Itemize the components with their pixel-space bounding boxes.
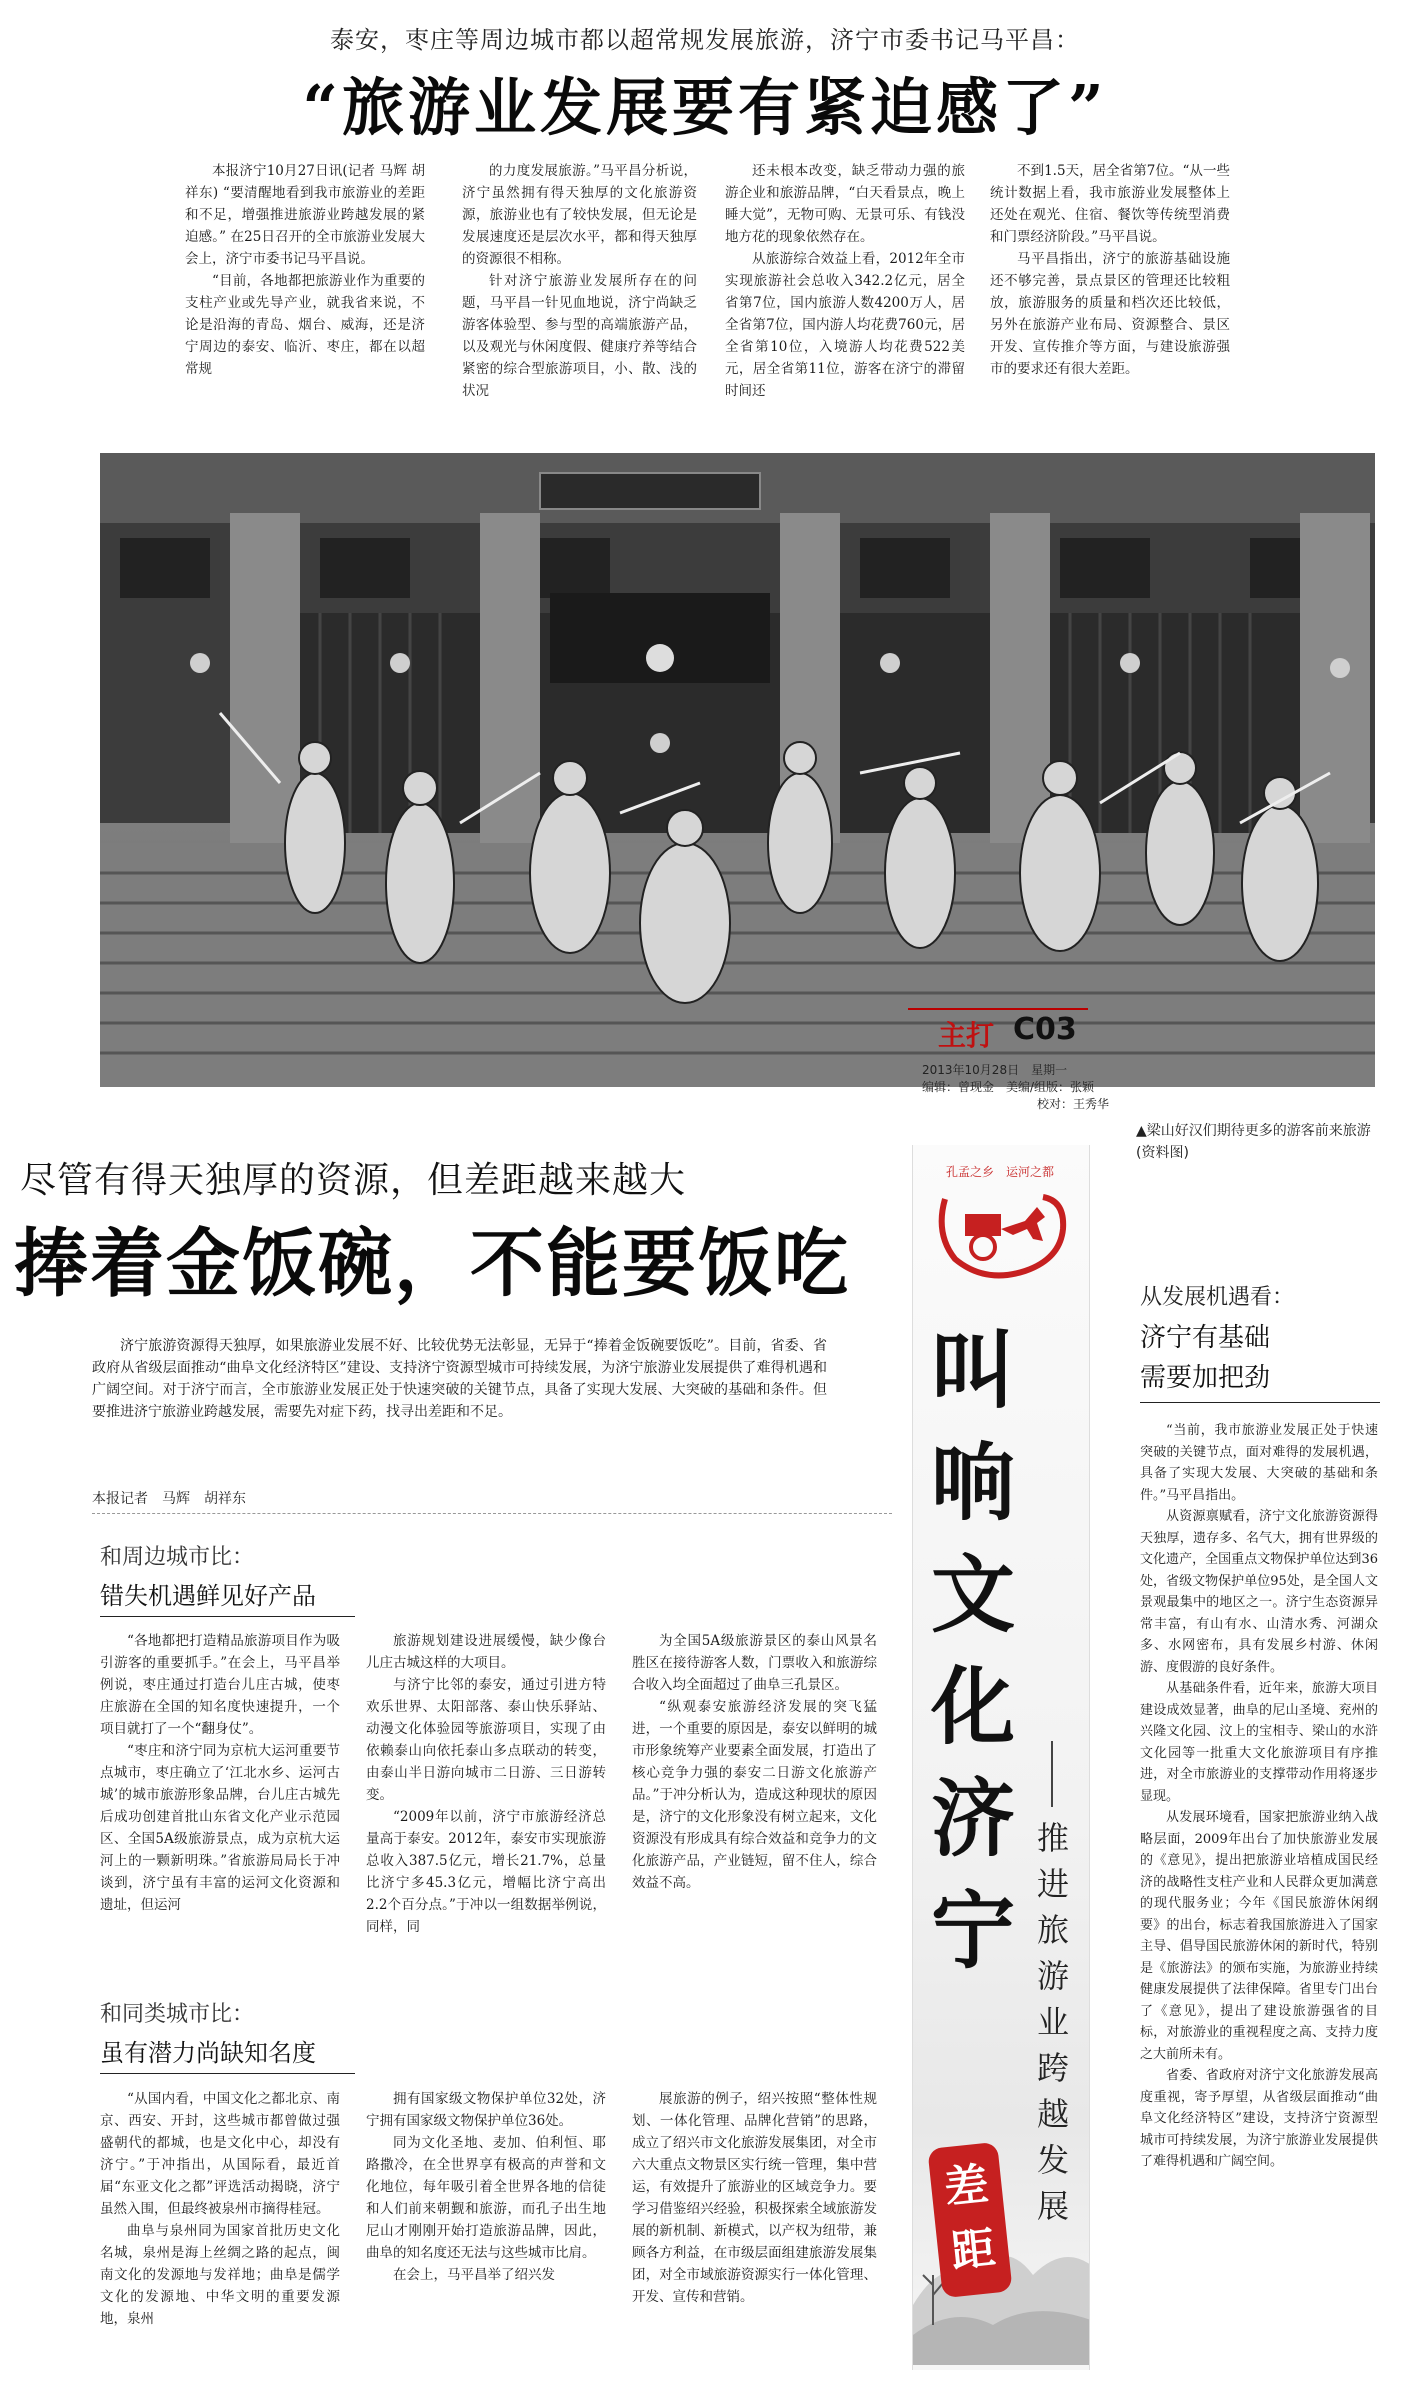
paragraph: 从发展环境看，国家把旅游业纳入战略层面，2009年出台了加快旅游业发展的《意见》，提出把旅游业培植成国民经济的战略性支柱产业和人民群众更加满意的现代服务业；今年《国民旅游休闲纲要》的出台，标志着我国旅游进入了国家主导、倡导国民旅游休闲的新时代，特别是《旅游法》的颁布实施，为旅游业持续健康发展提供了法律保障。省里专门出台了《意见》，提出了建设旅游强省的目标，对旅游业的重视程度之高、支持力度之大前所未有。 [1140,1810,1378,2062]
paragraph: 从基础条件看，近年来，旅游大项目建设成效显著，曲阜的尼山圣境、兖州的兴隆文化园、汶上的宝相寺、梁山的水浒文化园等一批重大文化旅游项目有序推进，对全市旅游业的支撑带动作用将逐步显现。 [1140,1681,1378,1804]
subtitle-char: 跨 [1036,2049,1069,2087]
seal-char: 差 [941,2159,992,2215]
paragraph: 马平昌指出，济宁的旅游基础设施还不够完善，景点景区的管理还比较粗放，旅游服务的质量和档次还比较低，另外在旅游产业布局、资源整合、景区开发、宣传推介等方面，与建设旅游强市的要求还有很大差距。 [990,251,1230,377]
page-tag [908,1008,1088,1060]
subtitle-char: 游 [1036,1957,1069,1995]
right-body [1140,1420,1378,2370]
section2-kicker: 和同类城市比： [100,2002,255,2027]
title-line: 需要加把劲 [1140,1363,1271,1393]
lead-paragraph [92,1335,827,1423]
paragraph: 本报济宁10月27日讯(记者 马辉 胡祥东) “要清醒地看到我市旅游业的差距和不足，增强推进旅游业跨越发展的紧迫感。” 在25日召开的全市旅游业发展大会上，济宁市委书记马平昌说。 [185,163,425,267]
divider [1051,1741,1053,1807]
subtitle-char: 推 [1036,1819,1069,1857]
right-title [1140,1318,1380,1398]
top-kicker: 泰安，枣庄等周边城市都以超常规发展旅游，济宁市委书记马平昌： [330,26,1080,54]
paragraph: “目前，各地都把旅游业作为重要的支柱产业或先导产业，就我省来说，不论是沿海的青岛、烟台、威海，还是济宁周边的泰安、临沂、枣庄，都在以超常规 [185,273,425,377]
banner-title [923,1315,1023,1987]
paragraph: 的力度发展旅游。”马平昌分析说，济宁虽然拥有得天独厚的文化旅游资源，旅游业也有了较快发展，但无论是发展速度还是层次水平，都和得天独厚的资源很不相称。 [462,163,697,267]
section2-title: 虽有潜力尚缺知名度 [100,2039,316,2067]
top-column-4 [990,160,1230,442]
logo-text: 孔孟之乡 运河之都 [945,1165,1054,1179]
editor-line: 编辑：曾现金 美编/组版：张颖 [922,1080,1095,1094]
paragraph: 展旅游的例子，绍兴按照“整体性规划、一体化管理、品牌化营销”的思路，成立了绍兴市文化旅游发展集团，对全市六大重点文物景区实行统一管理，集中营运，有效提升了旅游业的区域竞争力。要学习借鉴绍兴经验，积极探索全域旅游发展的新机制、新模式，以产权为纽带，兼顾各方利益，在市级层面组建旅游发展集团，对全市域旅游资源实行一体化管理、开发、宣传和营销。 [632,2091,877,2305]
paragraph: 曲阜与泉州同为国家首批历史文化名城，泉州是海上丝绸之路的起点，闽南文化的发源地与发祥地；曲阜是儒学文化的发源地、中华文明的重要发源地，泉州 [100,2223,340,2327]
section1-title: 错失机遇鲜见好产品 [100,1582,316,1610]
main-photo [100,453,1375,1087]
section2-column-3 [632,2088,877,2378]
divider [92,1513,892,1514]
subtitle-char: 旅 [1036,1911,1069,1949]
page-number: C03 [1013,1012,1077,1047]
section2-column-1 [100,2088,340,2378]
paragraph: 还未根本改变，缺乏带动力强的旅游企业和旅游品牌，“白天看景点，晚上睡大觉”，无物可购、无景可乐、有钱没地方花的现象依然存在。 [725,163,965,245]
top-column-2 [462,160,697,442]
seal-char: 距 [948,2222,998,2278]
title-char: 济 [930,1769,1015,1868]
title-line: 济宁有基础 [1140,1323,1271,1353]
photo-caption: ▲梁山好汉们期待更多的游客前来旅游(资料图) [1136,1123,1371,1161]
paragraph: 针对济宁旅游业发展所存在的问题，马平昌一针见血地说，济宁尚缺乏游客体验型、参与型的高端旅游产品，以及观光与休闲度假、健康疗养等结合紧密的综合型旅游项目，小、散、浅的状况 [462,273,697,399]
paragraph: 济宁旅游资源得天独厚，如果旅游业发展不好、比较优势无法彰显，无异于“捧着金饭碗要饭吃”。目前，省委、省政府从省级层面推动“曲阜文化经济特区”建设、支持济宁资源型城市可持续发展，为济宁旅游业发展提供了难得机遇和广阔空间。对于济宁而言，全市旅游业发展正处于快速突破的关键节点，具备了实现大发展、大突破的基础和条件。但要推进济宁旅游业跨越发展，需要先对症下药，找寻出差距和不足。 [92,1338,827,1420]
paragraph: 旅游规划建设进展缓慢，缺少像台儿庄古城这样的大项目。 [366,1633,606,1671]
feature-banner [912,1145,1090,2370]
top-column-1 [185,160,425,442]
main-subheadline: 尽管有得天独厚的资源，但差距越来越大 [20,1160,687,1201]
paragraph: “当前，我市旅游业发展正处于快速突破的关键节点，面对难得的发展机遇，具备了实现大发展、大突破的基础和条件。”马平昌指出。 [1140,1423,1378,1503]
title-char: 叫 [930,1321,1015,1420]
section2-column-2 [366,2088,606,2378]
paragraph: “各地都把打造精品旅游项目作为吸引游客的重要抓手。”在会上，马平昌举例说，枣庄通过打造台儿庄古城，使枣庄旅游在全国的知名度快速提升，一个项目就打了一个“翻身仗”。 [100,1633,340,1737]
date-line: 2013年10月28日 星期一 [922,1063,1068,1077]
subtitle-char: 展 [1036,2187,1069,2225]
paragraph: 同为文化圣地、麦加、伯利恒、耶路撒冷，在全世界享有极高的声誉和文化地位，每年吸引着全世界各地的信徒和人们前来朝觐和旅游，而孔子出生地尼山才刚刚开始打造旅游品牌，因此，曲阜的知名度还无法与这些城市比肩。 [366,2135,606,2261]
publication-info [922,1062,1182,1113]
paragraph: “枣庄和济宁同为京杭大运河重要节点城市，枣庄确立了‘江北水乡、运河古城’的城市旅游形象品牌，台儿庄古城先后成功创建首批山东省文化产业示范园区、全国5A级旅游景点，成为京杭大运河上的一颗新明珠。”省旅游局局长于冲谈到，济宁虽有丰富的运河文化资源和遗址，但运河 [100,1743,340,1913]
divider [100,2073,355,2074]
proof-line: 校对：王秀华 [1037,1097,1110,1111]
section1-column-1 [100,1630,340,1990]
paragraph: 与济宁比邻的泰安，通过引进方特欢乐世界、太阳部落、泰山快乐驿站、动漫文化体验园等旅游项目，实现了由依赖泰山向依托泰山多点联动的转变，由泰山半日游向城市二日游、三日游转变。 [366,1677,606,1803]
paragraph: 省委、省政府对济宁文化旅游发展高度重视，寄予厚望，从省级层面推动“曲阜文化经济特区”建设，支持济宁资源型城市可持续发展，为济宁旅游业发展提供了难得机遇和广阔空间。 [1140,2068,1378,2169]
title-char: 响 [930,1433,1015,1532]
paragraph: “2009年以前，济宁市旅游经济总量高于泰安。2012年，泰安市实现旅游总收入387.5亿元，增长21.7%，总量比济宁多45.3亿元，增幅比济宁高出2.2个百分点。”于冲以一组数据举例说，同样，同 [366,1809,606,1935]
top-headline: “旅游业发展要有紧迫感了” [302,71,1108,144]
section1-column-2 [366,1630,606,1990]
paragraph: 在会上，马平昌举了绍兴发 [393,2267,555,2283]
top-column-3 [725,160,965,442]
main-headline: 捧着金饭碗，不能要饭吃 [14,1221,850,1307]
byline: 本报记者 马辉 胡祥东 [92,1491,246,1507]
paragraph: “从国内看，中国文化之都北京、南京、西安、开封，这些城市都曾做过强盛朝代的都城，也是文化中心，却没有济宁。”于冲指出，从国际看，最近首届“东亚文化之都”评选活动揭晓，济宁虽然入围，但最终被泉州市摘得桂冠。 [100,2091,340,2217]
paragraph: 不到1.5天，居全省第7位。“从一些统计数据上看，我市旅游业发展整体上还处在观光、住宿、餐饮等传统型消费和门票经济阶段。”马平昌说。 [990,163,1230,245]
subtitle-char: 越 [1036,2095,1069,2133]
paragraph: 从旅游综合效益上看，2012年全市实现旅游社会总收入342.2亿元，居全省第7位，国内旅游人数4200万人，居全省第7位，国内游人均花费760元，居全省第10位，入境游人均花费522美元，居全省第11位，游客在济宁的滞留时间还 [725,251,965,399]
paragraph: 拥有国家级文物保护单位32处，济宁拥有国家级文物保护单位36处。 [366,2091,606,2129]
chariot-logo [925,1159,1075,1289]
paragraph: 从资源禀赋看，济宁文化旅游资源得天独厚，遗存多、名气大，拥有世界级的文化遗产，全国重点文物保护单位达到36处，省级文物保护单位95处，是全国人文景观最集中的地区之一。济宁生态资源异常丰富，有山有水、山清水秀、河湖众多、水网密布，具有发展乡村游、休闲游、度假游的良好条件。 [1140,1509,1378,1675]
section-label: 主打 [938,1019,995,1052]
paragraph: “纵观泰安旅游经济发展的突飞猛进，一个重要的原因是，泰安以鲜明的城市形象统筹产业要素全面发展，打造出了核心竞争力强的泰安二日游文化旅游产品。”于冲分析认为，造成这种现状的原因是，济宁的文化形象没有树立起来，文化资源没有形成具有综合效益和竞争力的文化旅游产品，产业链短，留不住人，综合效益不高。 [632,1699,877,1891]
title-char: 宁 [930,1881,1015,1980]
title-char: 化 [930,1657,1015,1756]
section1-kicker: 和周边城市比： [100,1545,255,1570]
divider [1140,1402,1380,1403]
title-char: 文 [930,1545,1015,1644]
section1-column-3 [632,1630,877,1990]
subtitle-char: 发 [1036,2141,1069,2179]
subtitle-char: 进 [1036,1865,1069,1903]
paragraph: 为全国5A级旅游景区的泰山风景名胜区在接待游客人数，门票收入和旅游综合收入均全面超过了曲阜三孔景区。 [632,1633,877,1693]
right-kicker: 从发展机遇看： [1140,1285,1295,1310]
divider [100,1616,355,1617]
subtitle-char: 业 [1036,2003,1069,2041]
